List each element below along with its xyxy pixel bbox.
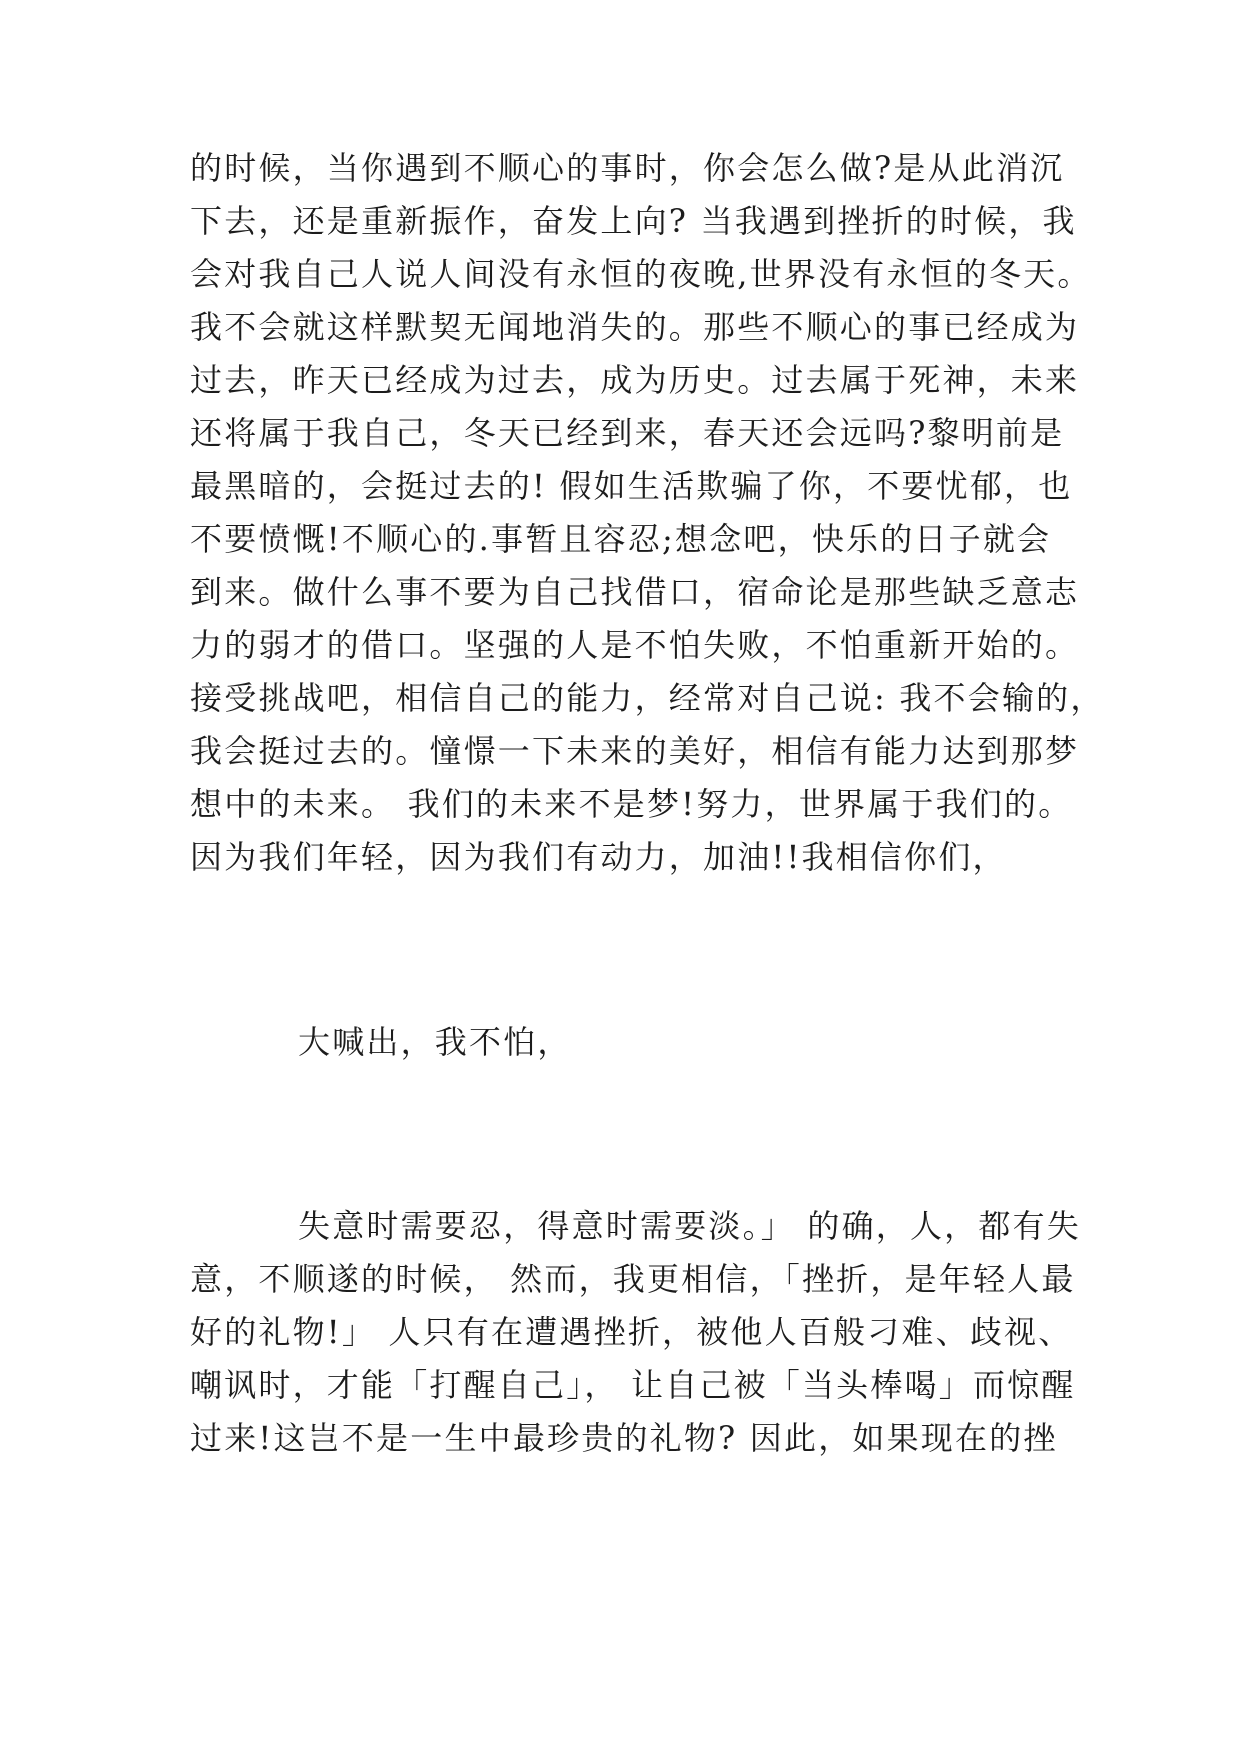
text-line: 下去，还是重新振作，奋发上向? 当我遇到挫折的时候，我: [190, 202, 1077, 240]
text-line: 失意时需要忍，得意时需要淡。」 的确，人，都有失: [298, 1207, 1081, 1245]
text-line: 好的礼物!」 人只有在遭遇挫折，被他人百般刁难、歧视、: [190, 1313, 1073, 1351]
text-line: 力的弱才的借口。坚强的人是不怕失败，不怕重新开始的。: [190, 626, 1080, 664]
text-line: 因为我们年轻，因为我们有动力，加油!!我相信你们，: [190, 838, 1007, 876]
text-line: 我会挺过去的。憧憬一下未来的美好，相信有能力达到那梦: [190, 732, 1080, 770]
text-line: 我不会就这样默契无闻地消失的。那些不顺心的事已经成为: [190, 308, 1080, 346]
text-line: 嘲讽时，才能「打醒自己」， 让自己被「当头棒喝」而惊醒: [190, 1366, 1076, 1404]
text-line: 不要愤慨!不顺心的.事暂且容忍;想念吧，快乐的日子就会: [190, 520, 1052, 558]
text-line: 过去，昨天已经成为过去，成为历史。过去属于死神，未来: [190, 361, 1080, 399]
text-line: 意，不顺遂的时候， 然而，我更相信，「挫折，是年轻人最: [190, 1260, 1076, 1298]
text-line: 到来。做什么事不要为自己找借口，宿命论是那些缺乏意志: [190, 573, 1080, 611]
text-line: 最黑暗的，会挺过去的! 假如生活欺骗了你，不要忧郁，也: [190, 467, 1073, 505]
text-line: 想中的未来。 我们的未来不是梦!努力，世界属于我们的。: [190, 785, 1073, 823]
text-line: 大喊出，我不怕，: [298, 1023, 572, 1061]
text-line: 会对我自己人说人间没有永恒的夜晚,世界没有永恒的冬天。: [190, 255, 1092, 293]
text-line: 还将属于我自己，冬天已经到来，春天还会远吗?黎明前是: [190, 414, 1065, 452]
text-line: 的时候，当你遇到不顺心的事时，你会怎么做?是从此消沉: [190, 149, 1065, 187]
text-line: 接受挑战吧，相信自己的能力，经常对自己说: 我不会输的，: [190, 679, 1105, 717]
text-line: 过来!这岂不是一生中最珍贵的礼物? 因此，如果现在的挫: [190, 1419, 1058, 1457]
